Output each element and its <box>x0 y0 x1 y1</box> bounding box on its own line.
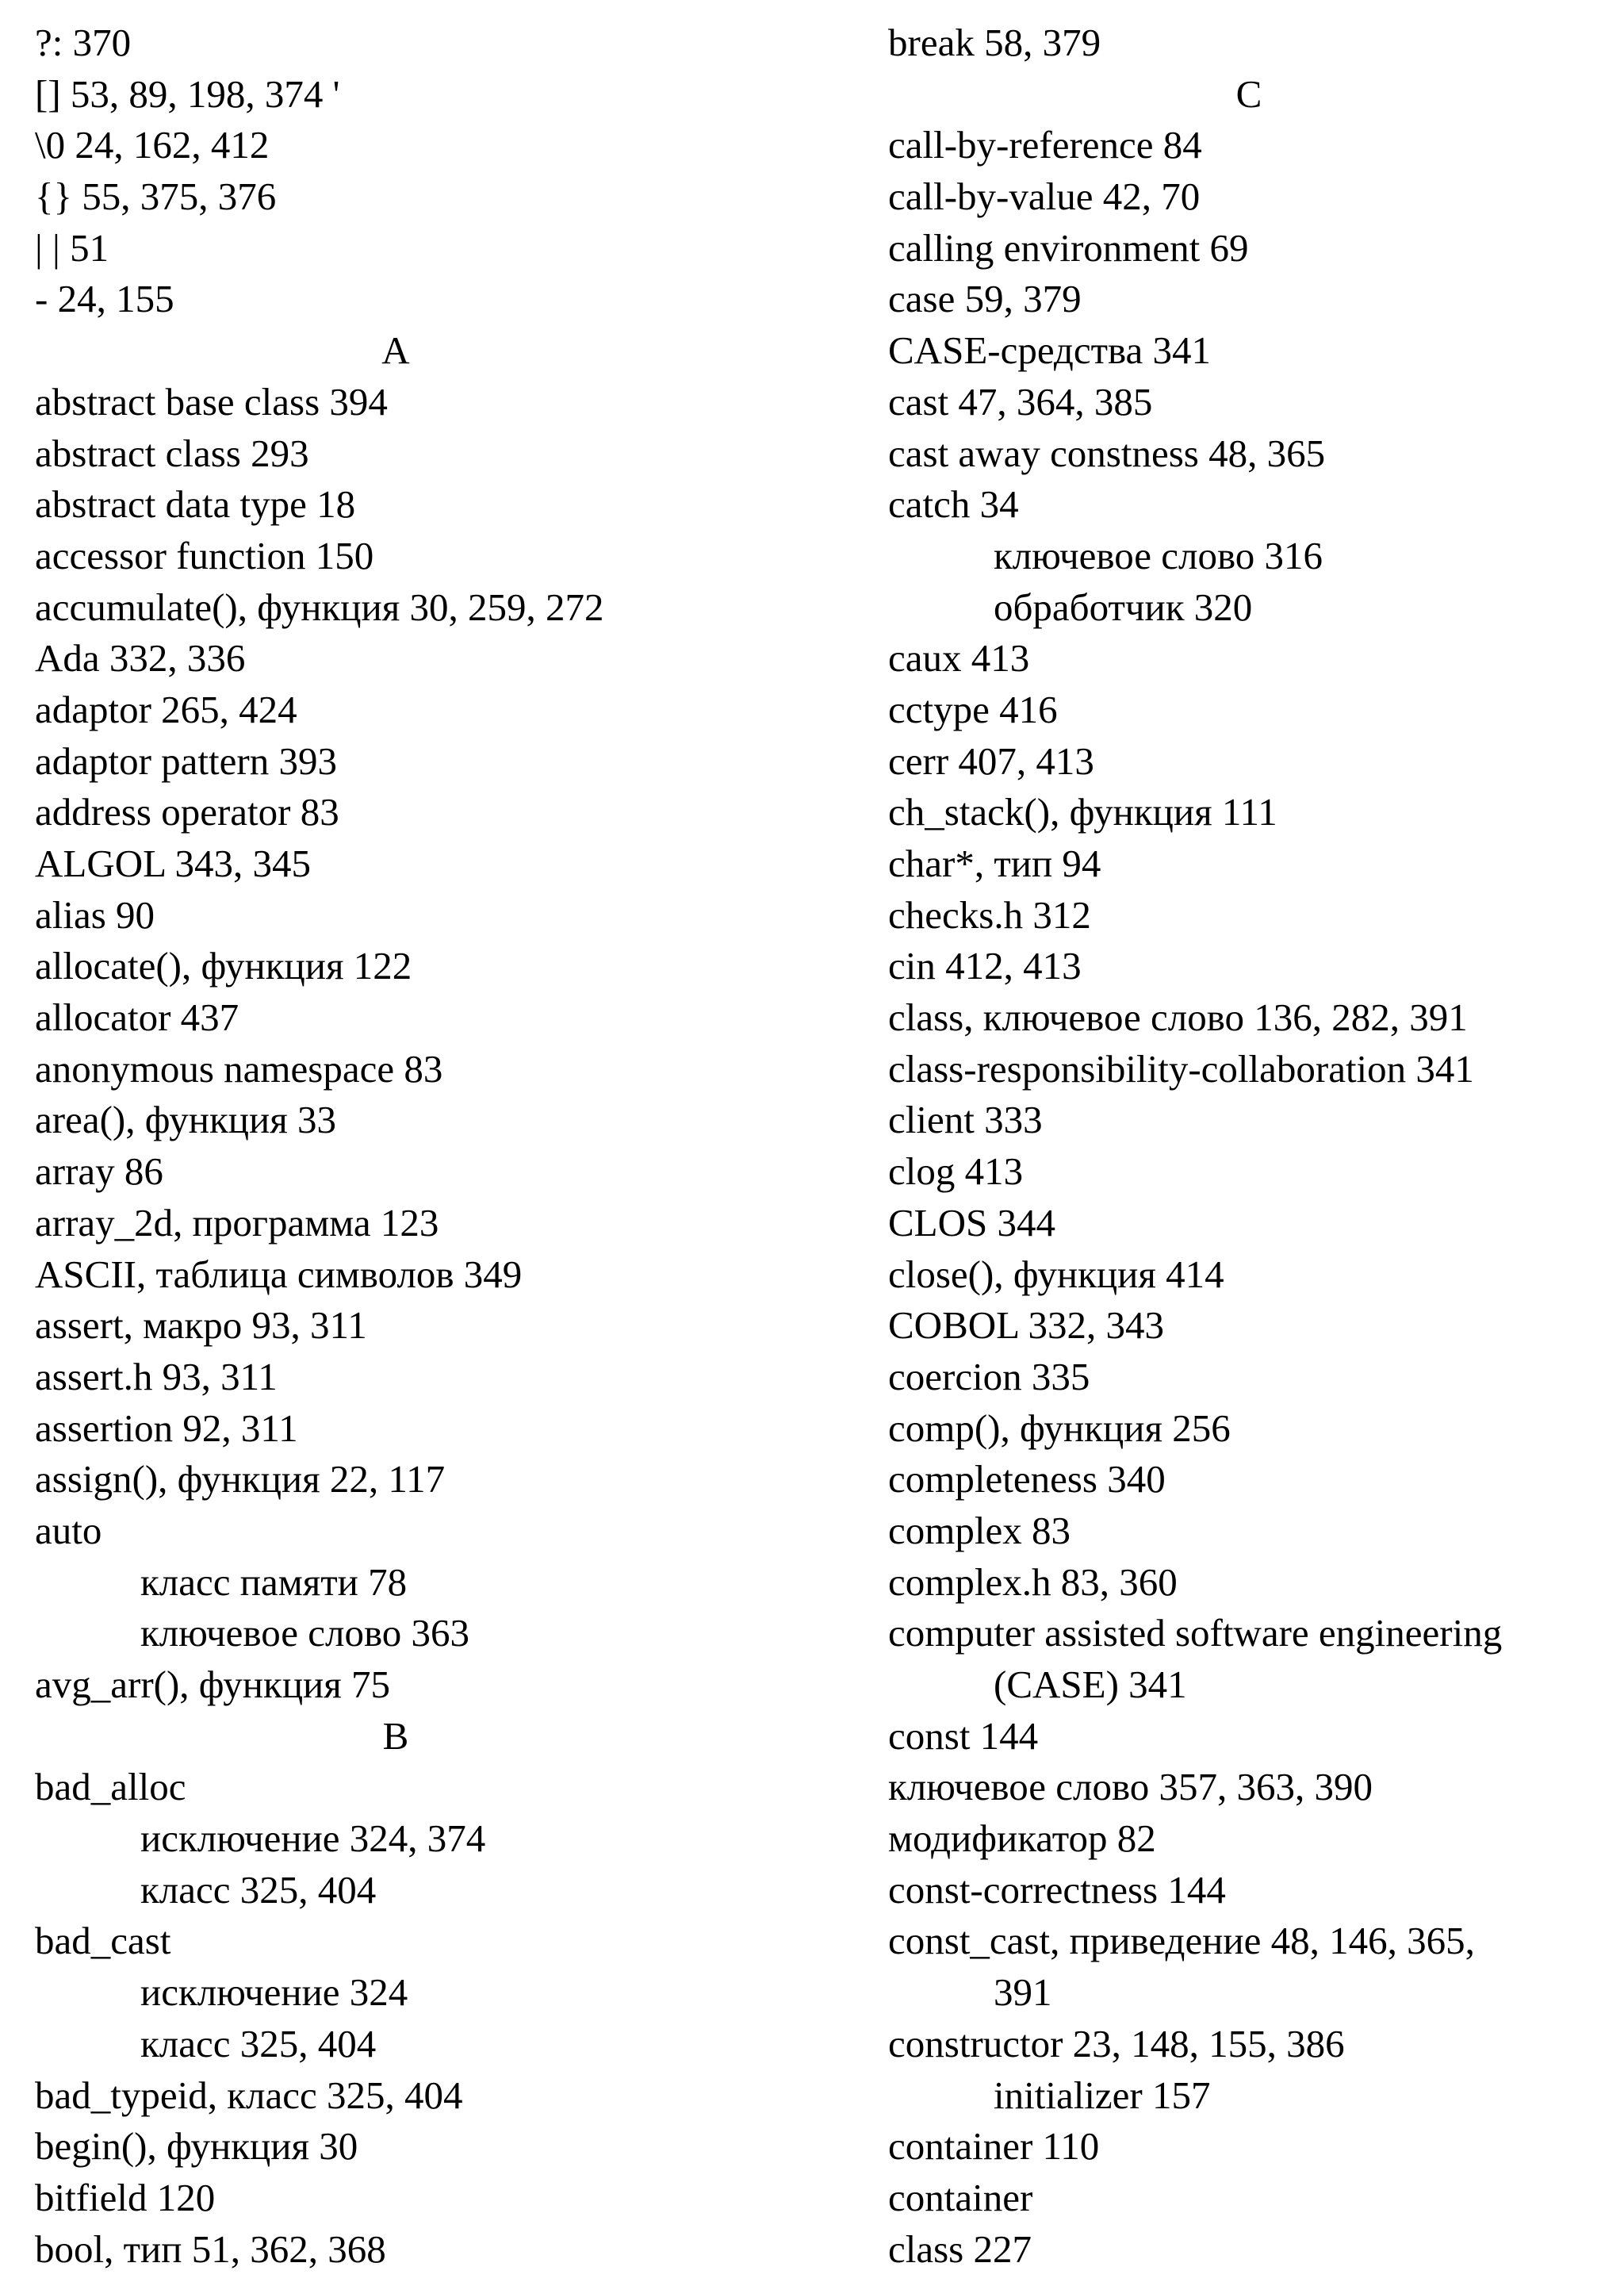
index-subentry: класс 325, 404 <box>140 2021 377 2065</box>
index-entry: | | 51 <box>35 225 109 270</box>
index-subentry: класс памяти 78 <box>140 1559 408 1604</box>
index-subentry: initializer 157 <box>994 2073 1211 2117</box>
section-letter-heading: C <box>1235 71 1262 116</box>
index-entry: assign(), функция 22, 117 <box>35 1457 446 1502</box>
index-subentry: (CASE) 341 <box>994 1663 1187 1706</box>
index-entry: array 86 <box>35 1149 163 1194</box>
index-entry: ключевое слово 357, 363, 390 <box>888 1765 1373 1809</box>
index-entry: ALGOL 343, 345 <box>35 842 311 885</box>
index-entry: assertion 92, 311 <box>35 1406 298 1450</box>
index-entry: bad_alloc <box>35 1765 186 1809</box>
index-entry: assert, макро 93, 311 <box>35 1303 367 1348</box>
index-entry: adaptor pattern 393 <box>35 738 337 783</box>
index-entry: caux 413 <box>888 636 1030 681</box>
index-subentry: обработчик 320 <box>994 585 1253 629</box>
index-entry: class 227 <box>888 2226 1032 2271</box>
index-entry: computer assisted software engineering <box>888 1611 1503 1655</box>
index-entry: ASCII, таблица символов 349 <box>35 1252 523 1296</box>
index-entry: container 110 <box>888 2124 1100 2169</box>
index-entry: comp(), функция 256 <box>888 1406 1231 1450</box>
index-entry: \0 24, 162, 412 <box>35 123 270 167</box>
index-entry: complex.h 83, 360 <box>888 1559 1178 1604</box>
index-entry: accumulate(), функция 30, 259, 272 <box>35 585 604 629</box>
index-entry: bool, тип 51, 362, 368 <box>35 2226 386 2271</box>
index-entry: bad_cast <box>35 1919 171 1963</box>
index-entry: case 59, 379 <box>888 277 1082 321</box>
index-column-left <box>35 17 796 2275</box>
index-entry: accessor function 150 <box>35 533 374 577</box>
index-entry: complex 83 <box>888 1508 1071 1552</box>
index-entry: CASE-средства 341 <box>888 328 1212 373</box>
index-subentry: ключевое слово 316 <box>994 533 1323 577</box>
index-entry: const 144 <box>888 1713 1039 1758</box>
index-subentry: 391 <box>994 1970 1052 2015</box>
index-entry: allocator 437 <box>35 995 239 1040</box>
index-entry: call-by-value 42, 70 <box>888 175 1201 219</box>
index-entry: auto <box>35 1508 102 1552</box>
index-entry: - 24, 155 <box>35 277 174 321</box>
index-entry: COBOL 332, 343 <box>888 1303 1165 1348</box>
index-entry: begin(), функция 30 <box>35 2124 358 2169</box>
index-column-right <box>888 17 1610 2275</box>
index-entry: allocate(), функция 122 <box>35 944 412 988</box>
section-letter-heading: B <box>382 1713 409 1758</box>
index-entry: client 333 <box>888 1098 1043 1142</box>
index-entry: cerr 407, 413 <box>888 738 1094 783</box>
index-entry: cast 47, 364, 385 <box>888 379 1153 424</box>
index-entry: ?: 370 <box>35 21 132 64</box>
index-entry: const-correctness 144 <box>888 1867 1226 1912</box>
index-entry: adaptor 265, 424 <box>35 687 297 731</box>
index-entry: ch_stack(), функция 111 <box>888 790 1277 834</box>
index-entry: модификатор 82 <box>888 1816 1156 1861</box>
index-subentry: исключение 324 <box>140 1970 408 2015</box>
index-entry: cast away constness 48, 365 <box>888 431 1326 475</box>
index-entry: bad_typeid, класс 325, 404 <box>35 2073 463 2117</box>
index-entry: CLOS 344 <box>888 1200 1056 1245</box>
index-entry: avg_arr(), функция 75 <box>35 1663 391 1706</box>
index-entry: class-responsibility-collaboration 341 <box>888 1046 1474 1091</box>
index-entry: assert.h 93, 311 <box>35 1354 278 1398</box>
index-entry: constructor 23, 148, 155, 386 <box>888 2021 1345 2065</box>
index-entry: class, ключевое слово 136, 282, 391 <box>888 995 1468 1040</box>
index-entry: cctype 416 <box>888 687 1058 731</box>
index-entry: bitfield 120 <box>35 2175 216 2219</box>
index-entry: char*, тип 94 <box>888 842 1101 885</box>
index-entry: anonymous namespace 83 <box>35 1046 443 1091</box>
index-entry: Ada 332, 336 <box>35 636 246 681</box>
index-entry: catch 34 <box>888 482 1019 527</box>
index-subentry: ключевое слово 363 <box>140 1611 470 1655</box>
index-entry: coercion 335 <box>888 1354 1090 1398</box>
index-subentry: класс 325, 404 <box>140 1867 377 1912</box>
index-entry: clog 413 <box>888 1149 1024 1194</box>
index-entry: close(), функция 414 <box>888 1252 1224 1296</box>
index-entry: [] 53, 89, 198, 374 ' <box>35 71 340 116</box>
index-entry: array_2d, программа 123 <box>35 1200 439 1245</box>
index-entry: checks.h 312 <box>888 892 1091 937</box>
index-subentry: исключение 324, 374 <box>140 1816 486 1861</box>
index-entry: break 58, 379 <box>888 21 1101 64</box>
index-entry: completeness 340 <box>888 1457 1166 1502</box>
index-entry: abstract data type 18 <box>35 482 356 527</box>
index-entry: const_cast, приведение 48, 146, 365, <box>888 1919 1475 1963</box>
index-entry: abstract base class 394 <box>35 379 388 424</box>
index-entry: area(), функция 33 <box>35 1098 336 1142</box>
index-entry: address operator 83 <box>35 790 339 834</box>
index-entry: {} 55, 375, 376 <box>35 175 277 219</box>
index-entry: abstract class 293 <box>35 431 309 475</box>
index-entry: alias 90 <box>35 892 155 937</box>
index-entry: call-by-reference 84 <box>888 123 1202 167</box>
index-entry: container <box>888 2175 1033 2219</box>
section-letter-heading: A <box>381 328 410 373</box>
index-entry: cin 412, 413 <box>888 944 1082 988</box>
index-entry: calling environment 69 <box>888 225 1249 270</box>
